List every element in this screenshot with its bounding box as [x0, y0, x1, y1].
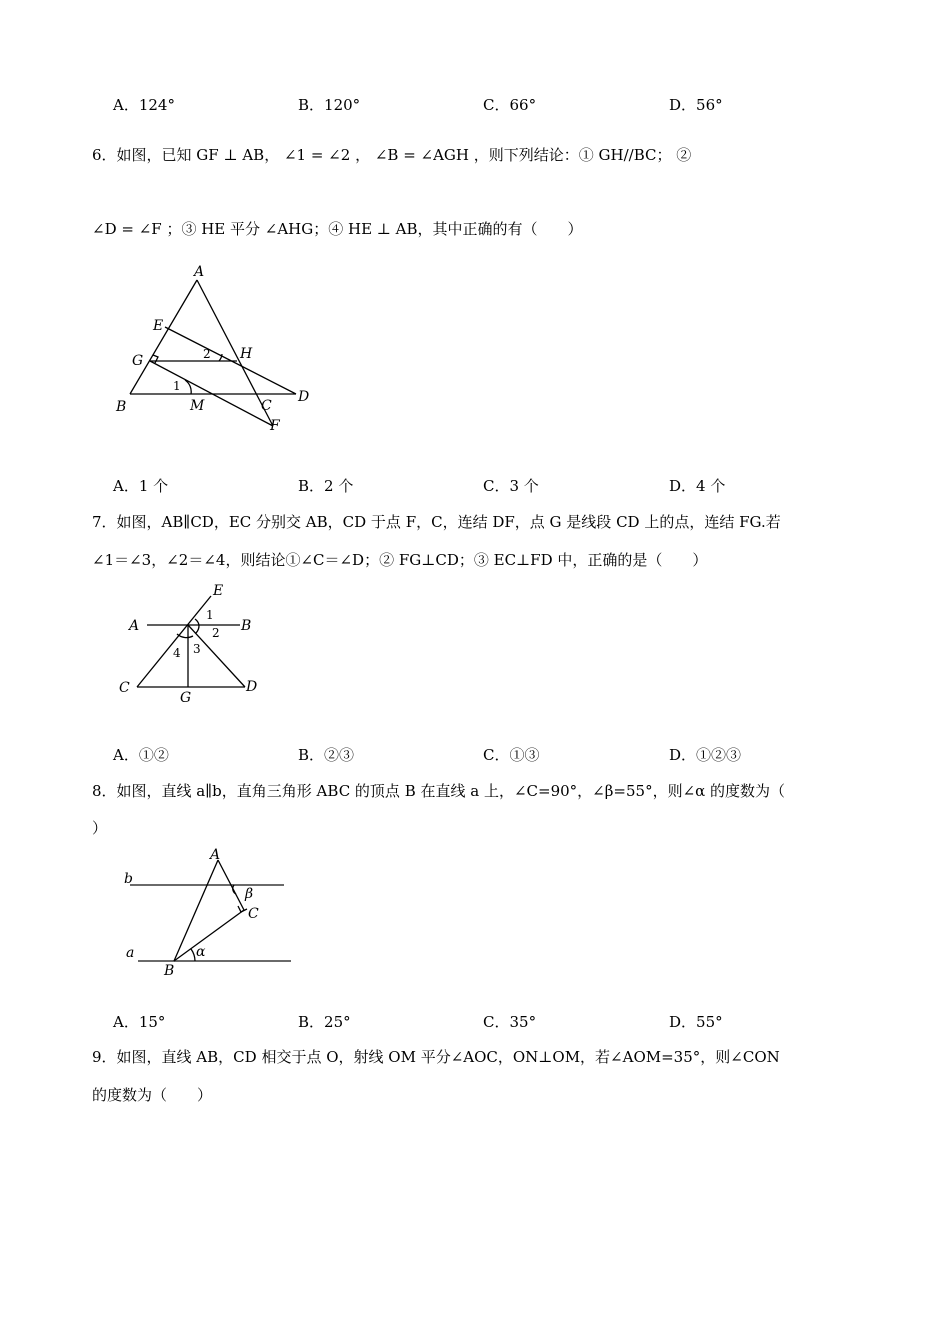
- q8-option-d: D．55°: [669, 1013, 723, 1031]
- q6-label-d: D: [298, 389, 310, 405]
- q7-stem-line1: 7．如图，AB∥CD，EC 分别交 AB，CD 于点 F，C，连结 DF，点 G 是线段 CD 上的点，连结 FG.若: [92, 513, 781, 531]
- q9-stem-line1: 9．如图，直线 AB，CD 相交于点 O，射线 OM 平分∠AOC，ON⊥OM，若∠AOM=35°，则∠CON: [92, 1048, 780, 1066]
- q7-option-d: D．①②③: [669, 746, 742, 764]
- q7-figure: [115, 580, 275, 710]
- q6-label-h: H: [240, 346, 253, 362]
- q8-label-a-line: a: [126, 945, 135, 961]
- q8-label-a: A: [210, 847, 221, 863]
- q8-option-b: B．25°: [298, 1013, 351, 1031]
- q6-label-a: A: [194, 264, 205, 280]
- q6-label-c: C: [261, 398, 272, 414]
- q6-label-b: B: [116, 399, 127, 415]
- q6-figure: [110, 262, 320, 437]
- q8-label-c: C: [248, 906, 259, 922]
- q7-label-angle4: 4: [173, 646, 181, 660]
- q7-option-c: C．①③: [483, 746, 540, 764]
- q6-option-b: B．2 个: [298, 477, 354, 495]
- q8-stem-line2: ）: [92, 819, 108, 837]
- q7-label-e: E: [213, 583, 224, 599]
- q5-option-d: D．56°: [669, 96, 723, 114]
- q8-label-alpha: α: [196, 944, 206, 960]
- q7-label-d: D: [246, 679, 258, 695]
- q6-stem-line2: ∠D = ∠F ；③ HE 平分 ∠AHG；④ HE ⊥ AB，其中正确的有（ ）: [92, 220, 583, 238]
- q7-label-b: B: [241, 618, 252, 634]
- q9-stem-line2: 的度数为（ ）: [92, 1086, 213, 1104]
- q7-label-c: C: [119, 680, 130, 696]
- q6-right-angle-mark: [153, 355, 158, 363]
- q6-option-c: C．3 个: [483, 477, 539, 495]
- q7-label-a: A: [129, 618, 140, 634]
- q8-option-c: C．35°: [483, 1013, 537, 1031]
- q6-label-angle2: 2: [203, 347, 211, 361]
- q7-stem-line2: ∠1＝∠3，∠2＝∠4，则结论①∠C＝∠D；② FG⊥CD；③ EC⊥FD 中，正确的是（ ）: [92, 551, 708, 569]
- q7-label-angle1: 1: [206, 608, 214, 622]
- q8-label-b: B: [164, 963, 175, 979]
- q5-option-b: B．120°: [298, 96, 361, 114]
- q8-label-beta: β: [245, 886, 254, 902]
- q7-option-a: A．①②: [113, 746, 169, 764]
- q8-label-b-line: b: [124, 871, 133, 887]
- q5-option-a: A．124°: [113, 96, 175, 114]
- q5-option-c: C．66°: [483, 96, 537, 114]
- q6-option-a: A．1 个: [113, 477, 169, 495]
- q8-figure: [120, 845, 300, 980]
- q7-label-g: G: [180, 690, 192, 706]
- q7-option-b: B．②③: [298, 746, 355, 764]
- q7-angle2-arc: [196, 625, 199, 633]
- q8-stem-line1: 8．如图，直线 a∥b，直角三角形 ABC 的顶点 B 在直线 a 上，∠C=90°，∠β=55°，则∠α 的度数为（: [92, 782, 786, 800]
- q6-label-e: E: [153, 318, 164, 334]
- q6-label-angle1: 1: [173, 379, 181, 393]
- q6-line-ab: [130, 280, 197, 394]
- q7-label-angle3: 3: [193, 642, 201, 656]
- q6-label-g: G: [132, 353, 144, 369]
- q6-stem-line1: 6．如图，已知 GF ⊥ AB， ∠1 = ∠2 ， ∠B = ∠AGH ，则下列结论：① GH//BC； ②: [92, 146, 692, 164]
- q8-alpha-arc: [191, 949, 195, 961]
- q7-angle1-arc: [195, 619, 199, 625]
- q8-option-a: A．15°: [113, 1013, 166, 1031]
- q7-label-angle2: 2: [212, 626, 220, 640]
- q6-label-m: M: [190, 398, 205, 414]
- q6-option-d: D．4 个: [669, 477, 726, 495]
- q6-label-f: F: [270, 418, 280, 434]
